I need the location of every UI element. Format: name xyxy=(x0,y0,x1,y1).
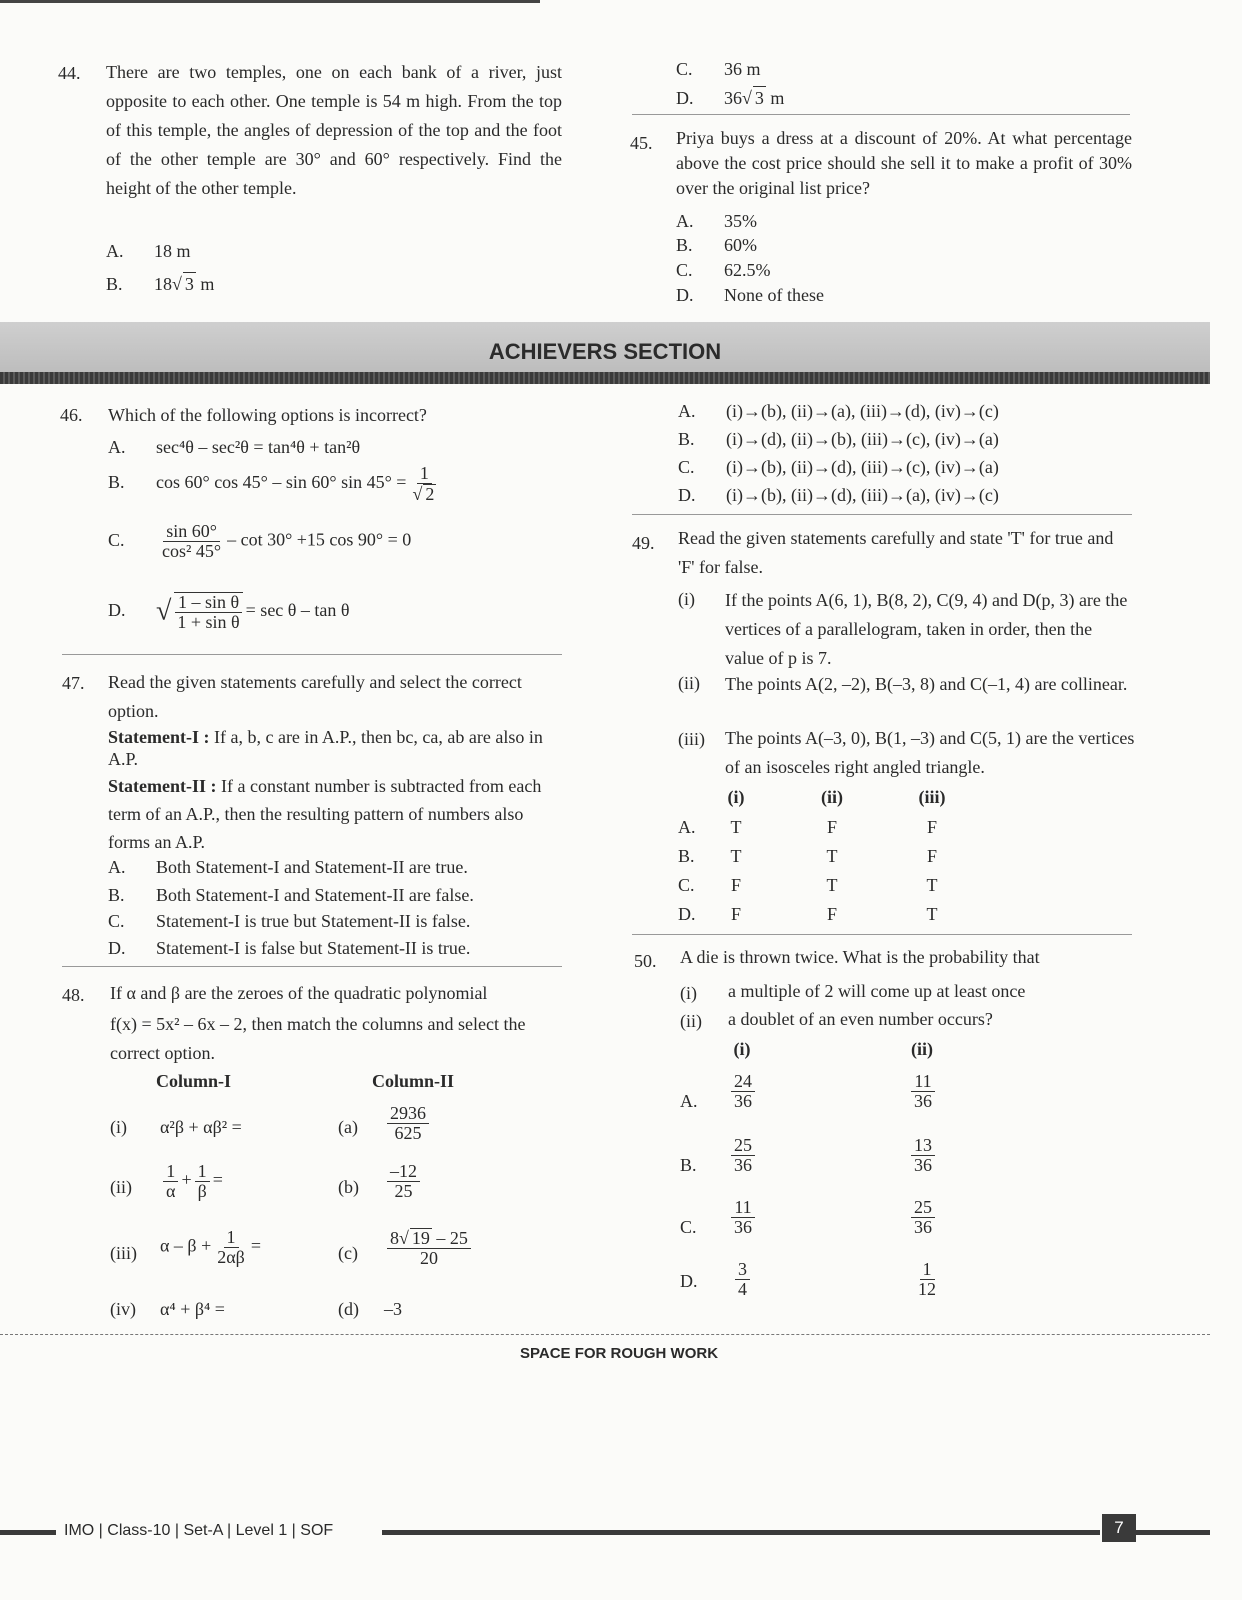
q47-statement-2: Statement-II : If a constant number is subtracted from each term of an A.P., then the resulting pattern of numbers also forms an A.P. xyxy=(108,776,542,852)
q46-option-a[interactable]: A. sec⁴θ – sec²θ = tan⁴θ + tan²θ xyxy=(108,437,361,457)
q47-option-b[interactable]: B. Both Statement-I and Statement-II are false. xyxy=(108,885,474,905)
section-title: ACHIEVERS SECTION xyxy=(488,339,722,364)
footer-bar-right xyxy=(1136,1530,1210,1535)
q45-option-d[interactable]: D. None of these xyxy=(676,285,824,305)
q48-option-c[interactable]: C. (i)→(b), (ii)→(d), (iii)→(c), (iv)→(a) xyxy=(678,457,999,477)
q48-col1-ii: $\frac{1}{\alpha}$ + $\frac{1}{\beta}$ = xyxy=(160,1162,223,1201)
q45-option-c[interactable]: C. 62.5% xyxy=(676,260,771,280)
q45-text: Priya buys a dress at a discount of 20%. At what percentage above the cost price should she sell it to make a profit of 30% over the original list price? xyxy=(676,128,1132,198)
q45-option-b[interactable]: B. 60% xyxy=(676,235,757,255)
q48-col2-b-label: (b) xyxy=(338,1177,359,1197)
q47-option-a[interactable]: A. Both Statement-I and Statement-II are true. xyxy=(108,857,468,877)
q49-statement-i: If the points A(6, 1), B(8, 2), C(9, 4) and D(p, 3) are the vertices of a parallelogram, taken in order, then the value of p is 7. xyxy=(725,590,1128,668)
q48-col2-d-label: (d) xyxy=(338,1299,359,1319)
q48-text-b: f(x) = 5x² – 6x – 2, then match the columns and select the correct option. xyxy=(110,1014,526,1063)
q49-header-ii: (ii) xyxy=(821,787,843,807)
q49-statement-ii-label: (ii) xyxy=(678,673,700,693)
q47-option-c[interactable]: C. Statement-I is true but Statement-II is false. xyxy=(108,911,471,931)
q49-header-i: (i) xyxy=(727,787,745,807)
q47-statement-1: Statement-I : If a, b, c are in A.P., then bc, ca, ab are also in A.P. xyxy=(108,727,543,769)
q50-option-a[interactable]: A. $\frac{24}{36}$ $\frac{11}{36}$ xyxy=(680,1072,1140,1122)
rough-work-label: SPACE FOR ROUGH WORK xyxy=(519,1345,719,1362)
q50-part-ii-label: (ii) xyxy=(680,1011,702,1031)
divider xyxy=(62,654,562,655)
section-band-bar xyxy=(0,372,1210,384)
divider xyxy=(62,966,562,967)
q48-option-d[interactable]: D. (i)→(b), (ii)→(d), (iii)→(a), (iv)→(c) xyxy=(678,485,999,505)
q46-text: Which of the following options is incorrect? xyxy=(108,405,427,425)
q50-option-b[interactable]: B. $\frac{25}{36}$ $\frac{13}{36}$ xyxy=(680,1136,1140,1186)
q50-part-ii: a doublet of an even number occurs? xyxy=(728,1009,993,1029)
q48-col1-i: α²β + αβ² = xyxy=(160,1117,242,1137)
q45-number: 45. xyxy=(630,133,653,153)
q50-number: 50. xyxy=(634,951,657,971)
q44-option-c[interactable]: C. 36 m xyxy=(676,59,761,79)
q46-option-d[interactable]: D. √ $\frac{\text{1 – sin θ}}{\text{1 + sin θ}}$ = sec θ – tan θ xyxy=(108,592,350,632)
q48-col1-iv: α⁴ + β⁴ = xyxy=(160,1299,225,1319)
q49-text: Read the given statements carefully and state 'T' for true and 'F' for false. xyxy=(678,528,1114,577)
q48-col1-header: Column-I xyxy=(156,1071,232,1091)
q49-statement-ii: The points A(2, –2), B(–3, 8) and C(–1, 4) are collinear. xyxy=(725,674,1128,694)
q46-option-c[interactable]: C. $\frac{\sin 60^\circ}{\text{cos² 45°}}$ – cot 30° +15 cos 90° = 0 xyxy=(108,521,412,561)
q49-header-iii: (iii) xyxy=(918,787,946,807)
q46-number: 46. xyxy=(60,405,83,425)
q48-col1-iii: α – β + $\frac{1}{2\alpha\beta}$ = xyxy=(160,1227,261,1267)
q50-part-i: a multiple of 2 will come up at least once xyxy=(728,981,1026,1001)
q49-statement-iii: The points A(–3, 0), B(1, –3) and C(5, 1) are the vertices of an isosceles right angled triangle. xyxy=(725,728,1135,777)
q49-statement-iii-label: (iii) xyxy=(678,729,705,749)
q48-col2-c-label: (c) xyxy=(338,1243,358,1263)
q46-option-b[interactable]: B. cos 60° cos 45° – sin 60° sin 45° = $\frac{1}{√ 2}$ xyxy=(108,463,435,504)
q44-option-b[interactable]: B. 18√ 3 m xyxy=(106,272,214,296)
q48-number: 48. xyxy=(62,985,85,1005)
q48-col1-i-label: (i) xyxy=(110,1117,127,1137)
q48-col2-c: $\frac{8√ 19 - 25}{20}$ xyxy=(384,1228,474,1268)
q45-option-a[interactable]: A. 35% xyxy=(676,211,757,231)
q47-text: Read the given statements carefully and select the correct option. xyxy=(108,672,522,721)
q49-statement-i-label: (i) xyxy=(678,589,695,609)
q49-number: 49. xyxy=(632,533,655,553)
q48-col1-iv-label: (iv) xyxy=(110,1299,136,1319)
q48-col2-a: $\frac{2936}{625}$ xyxy=(384,1104,432,1143)
divider xyxy=(632,934,1132,935)
footer-bar-mid xyxy=(382,1530,1100,1535)
q48-col2-d: –3 xyxy=(384,1299,402,1319)
q48-option-a[interactable]: A. (i)→(b), (ii)→(a), (iii)→(d), (iv)→(c) xyxy=(678,401,999,421)
q48-col2-header: Column-II xyxy=(372,1071,455,1091)
divider xyxy=(632,114,1130,115)
q48-option-b[interactable]: B. (i)→(d), (ii)→(b), (iii)→(c), (iv)→(a) xyxy=(678,429,999,449)
q44-number: 44. xyxy=(58,63,81,83)
q47-option-d[interactable]: D. Statement-I is false but Statement-II is true. xyxy=(108,938,471,958)
q48-col2-a-label: (a) xyxy=(338,1117,358,1137)
top-rule xyxy=(0,0,540,3)
divider xyxy=(632,514,1132,515)
q48-text-a: If α and β are the zeroes of the quadratic polynomial xyxy=(110,983,488,1003)
footer-bar-left xyxy=(0,1530,56,1535)
q44-option-a[interactable]: A. 18 m xyxy=(106,241,191,261)
q44-text: There are two temples, one on each bank of a river, just opposite to each other. One temple is 54 m high. From the top of this temple, the angles of depression of the top and the foot of the other temple are 30° and 60° respectively. Find the height of the other temple. xyxy=(106,62,562,198)
q50-header-i: (i) xyxy=(733,1039,751,1059)
q48-col1-ii-label: (ii) xyxy=(110,1177,132,1197)
page-number: 7 xyxy=(1102,1514,1136,1542)
q44-option-d[interactable]: D. 36√ 3 m xyxy=(676,86,784,110)
q50-header-ii: (ii) xyxy=(911,1039,933,1059)
q47-number: 47. xyxy=(62,673,85,693)
q50-part-i-label: (i) xyxy=(680,983,697,1003)
rough-work-divider xyxy=(0,1334,1210,1335)
q48-col2-b: $\frac{-12}{25}$ xyxy=(384,1162,423,1201)
footer-label: IMO | Class-10 | Set-A | Level 1 | SOF xyxy=(64,1522,334,1539)
q50-text: A die is thrown twice. What is the probability that xyxy=(680,947,1040,967)
q50-option-c[interactable]: C. $\frac{11}{36}$ $\frac{25}{36}$ xyxy=(680,1198,1140,1248)
q50-option-d[interactable]: D. $\frac{3}{4}$ $\frac{1}{12}$ xyxy=(680,1259,936,1299)
q48-col1-iii-label: (iii) xyxy=(110,1243,137,1263)
